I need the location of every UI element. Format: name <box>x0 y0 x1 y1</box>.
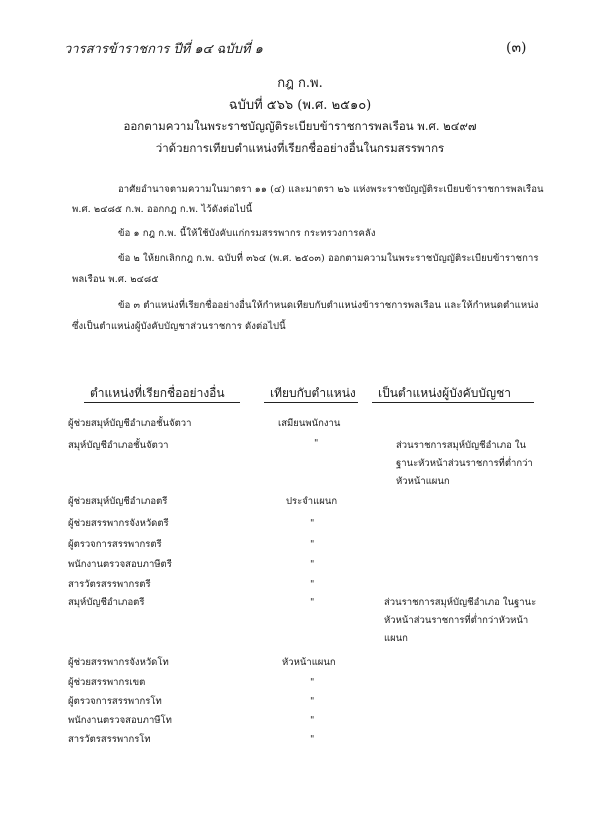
table-cell-title: สมุห์บัญชีอำเภอตรี <box>68 597 145 608</box>
table-cell-equivalent: " <box>310 696 315 707</box>
paragraph-preamble-line2: พ.ศ. ๒๔๘๕ ก.พ. ออกกฎ ก.พ. ไว้ดังต่อไปนี้ <box>72 204 253 215</box>
table-cell-title: พนักงานตรวจสอบภาษีโท <box>68 715 172 726</box>
paragraph-preamble-line1: อาศัยอำนาจตามความในมาตรา ๑๑ (๔) และมาตรา ๒๖ แห่งพระราชบัญญัติระเบียบข้าราชการพลเรือน <box>118 184 544 195</box>
table-cell-title: ผู้ช่วยสมุห์บัญชีอำเภอตรี <box>68 496 168 507</box>
regulation-authority: ออกตามความในพระราชบัญญัติระเบียบข้าราชการพลเรือน พ.ศ. ๒๔๙๗ <box>123 119 477 133</box>
clause-3-line2: ซึ่งเป็นตำแหน่งผู้บังคับบัญชาส่วนราชการ ดังต่อไปนี้ <box>72 321 286 332</box>
table-cell-equivalent: " <box>314 438 319 449</box>
table-cell-command: หัวหน้าแผนก <box>396 476 450 487</box>
clause-3-line1: ข้อ ๓ ตำแหน่งที่เรียกชื่ออย่างอื่นให้กำหนดเทียบกับตำแหน่งข้าราชการพลเรือน และให้กำหนดตำแหน่ง <box>118 300 539 311</box>
journal-header: วารสารข้าราชการ ปีที่ ๑๔ ฉบับที่ ๑ <box>64 42 263 57</box>
table-cell-title: ผู้ช่วยสรรพากรจังหวัดโท <box>68 657 169 668</box>
table-cell-equivalent: " <box>310 559 315 570</box>
table-header-title: ตำแหน่งที่เรียกชื่ออย่างอื่น <box>90 386 225 400</box>
table-cell-title: ผู้ช่วยสรรพากรเขต <box>68 677 146 688</box>
table-cell-equivalent: หัวหน้าแผนก <box>282 657 336 668</box>
table-cell-title: สารวัตรสรรพากรโท <box>68 734 151 745</box>
table-header-command: เป็นตำแหน่งผู้บังคับบัญชา <box>378 386 512 400</box>
table-cell-command: ฐานะหัวหน้าส่วนราชการที่ต่ำกว่า <box>396 458 533 469</box>
table-cell-equivalent: ประจำแผนก <box>286 496 338 507</box>
table-cell-title: ผู้ตรวจการสรรพากรตรี <box>68 539 162 550</box>
table-cell-equivalent: " <box>310 518 315 529</box>
table-cell-equivalent: " <box>310 597 315 608</box>
regulation-number: ฉบับที่ ๕๖๖ (พ.ศ. ๒๕๑๐) <box>228 98 372 113</box>
table-cell-command: ส่วนราชการสมุห์บัญชีอำเภอ ใน <box>396 440 527 451</box>
table-cell-title: ผู้ช่วยสรรพากรจังหวัดตรี <box>68 518 169 529</box>
regulation-subject: ว่าด้วยการเทียบตำแหน่งที่เรียกชื่ออย่างอื่นในกรมสรรพากร <box>155 141 445 155</box>
table-header-underline <box>84 402 240 403</box>
table-cell-title: ผู้ตรวจการสรรพากรโท <box>68 696 162 707</box>
table-cell-title: สารวัตรสรรพากรตรี <box>68 579 151 590</box>
table-cell-equivalent: เสมียนพนักงาน <box>278 418 341 429</box>
table-header-underline <box>372 402 534 403</box>
table-cell-command: ส่วนราชการสมุห์บัญชีอำเภอ ในฐานะ <box>384 597 537 608</box>
regulation-title: กฎ ก.พ. <box>277 76 323 91</box>
clause-2-line1: ข้อ ๒ ให้ยกเลิกกฎ ก.พ. ฉบับที่ ๓๖๔ (พ.ศ. ๒๕๐๓) ออกตามความในพระราชบัญญัติระเบียบข้าราชการ <box>118 253 539 264</box>
table-cell-equivalent: " <box>310 734 315 745</box>
table-cell-command: หัวหน้าส่วนราชการที่ต่ำกว่าหัวหน้า <box>384 615 529 626</box>
table-cell-equivalent: " <box>310 715 315 726</box>
clause-2-line2: พลเรือน พ.ศ. ๒๔๘๕ <box>72 274 159 285</box>
table-cell-title: ผู้ช่วยสมุห์บัญชีอำเภอชั้นจัตวา <box>68 418 192 429</box>
table-cell-title: สมุห์บัญชีอำเภอชั้นจัตวา <box>68 440 169 451</box>
table-header-underline <box>264 402 358 403</box>
clause-1: ข้อ ๑ กฎ ก.พ. นี้ให้ใช้บังคับแก่กรมสรรพากร กระทรวงการคลัง <box>118 228 376 239</box>
table-cell-equivalent: " <box>310 677 315 688</box>
table-cell-title: พนักงานตรวจสอบภาษีตรี <box>68 559 172 570</box>
table-cell-equivalent: " <box>310 539 315 550</box>
table-header-equivalent: เทียบกับตำแหน่ง <box>270 386 356 400</box>
table-cell-command: แผนก <box>384 633 408 644</box>
table-cell-equivalent: " <box>310 579 315 590</box>
page-number: (๓) <box>506 40 527 56</box>
